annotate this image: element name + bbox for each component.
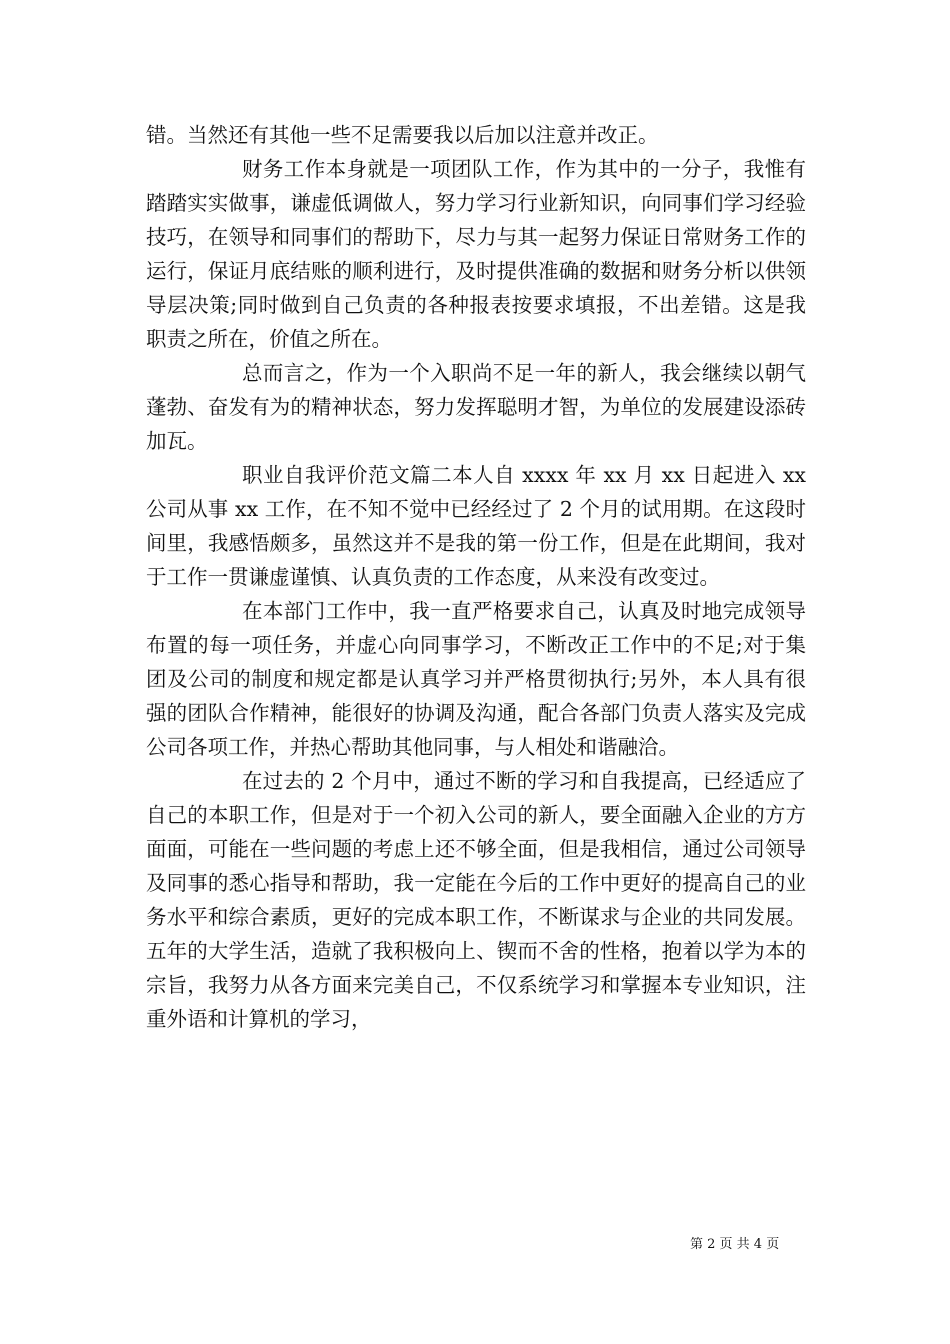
page-number-footer: 第 2 页 共 4 页: [690, 1237, 780, 1252]
paragraph-1: 错。当然还有其他一些不足需要我以后加以注意并改正。: [146, 123, 659, 147]
paragraph-4: 职业自我评价范文篇二本人自 xxxx 年 xx 月 xx 日起进入 xx 公司从事 xx 工作，在不知不觉中已经经过了 2 个月的试用期。在这段时间里，我感悟颇多，虽然这并不是我的第一份工作，但是在此期间，我对于工作一贯谦虚谨慎、认真负责的工作态度，从来没有改变过。: [146, 463, 806, 589]
paragraph-5: 在本部门工作中，我一直严格要求自己，认真及时地完成领导布置的每一项任务，并虚心向同事学习，不断改正工作中的不足;对于集团及公司的制度和规定都是认真学习并严格贯彻执行;另外，本人具有很强的团队合作精神，能很好的协调及沟通，配合各部门负责人落实及完成公司各项工作，并热心帮助其他同事，与人相处和谐融洽。: [146, 599, 806, 759]
document-body: [146, 118, 806, 1036]
paragraph-3: 总而言之，作为一个入职尚不足一年的新人，我会继续以朝气蓬勃、奋发有为的精神状态，努力发挥聪明才智，为单位的发展建设添砖加瓦。: [146, 361, 806, 453]
paragraph-2: 财务工作本身就是一项团队工作，作为其中的一分子，我惟有踏踏实实做事，谦虚低调做人，努力学习行业新知识，向同事们学习经验技巧，在领导和同事们的帮助下，尽力与其一起努力保证日常财务工作的运行，保证月底结账的顺利进行，及时提供准确的数据和财务分析以供领导层决策;同时做到自己负责的各种报表按要求填报，不出差错。这是我职责之所在，价值之所在。: [146, 157, 806, 351]
paragraph-6: 在过去的 2 个月中，通过不断的学习和自我提高，已经适应了自己的本职工作，但是对于一个初入公司的新人，要全面融入企业的方方面面，可能在一些问题的考虑上还不够全面，但是我相信，通过公司领导及同事的悉心指导和帮助，我一定能在今后的工作中更好的提高自己的业务水平和综合素质，更好的完成本职工作，不断谋求与企业的共同发展。五年的大学生活，造就了我积极向上、锲而不舍的性格，抱着以学为本的宗旨，我努力从各方面来完美自己，不仅系统学习和掌握本专业知识，注重外语和计算机的学习，: [146, 769, 806, 1031]
